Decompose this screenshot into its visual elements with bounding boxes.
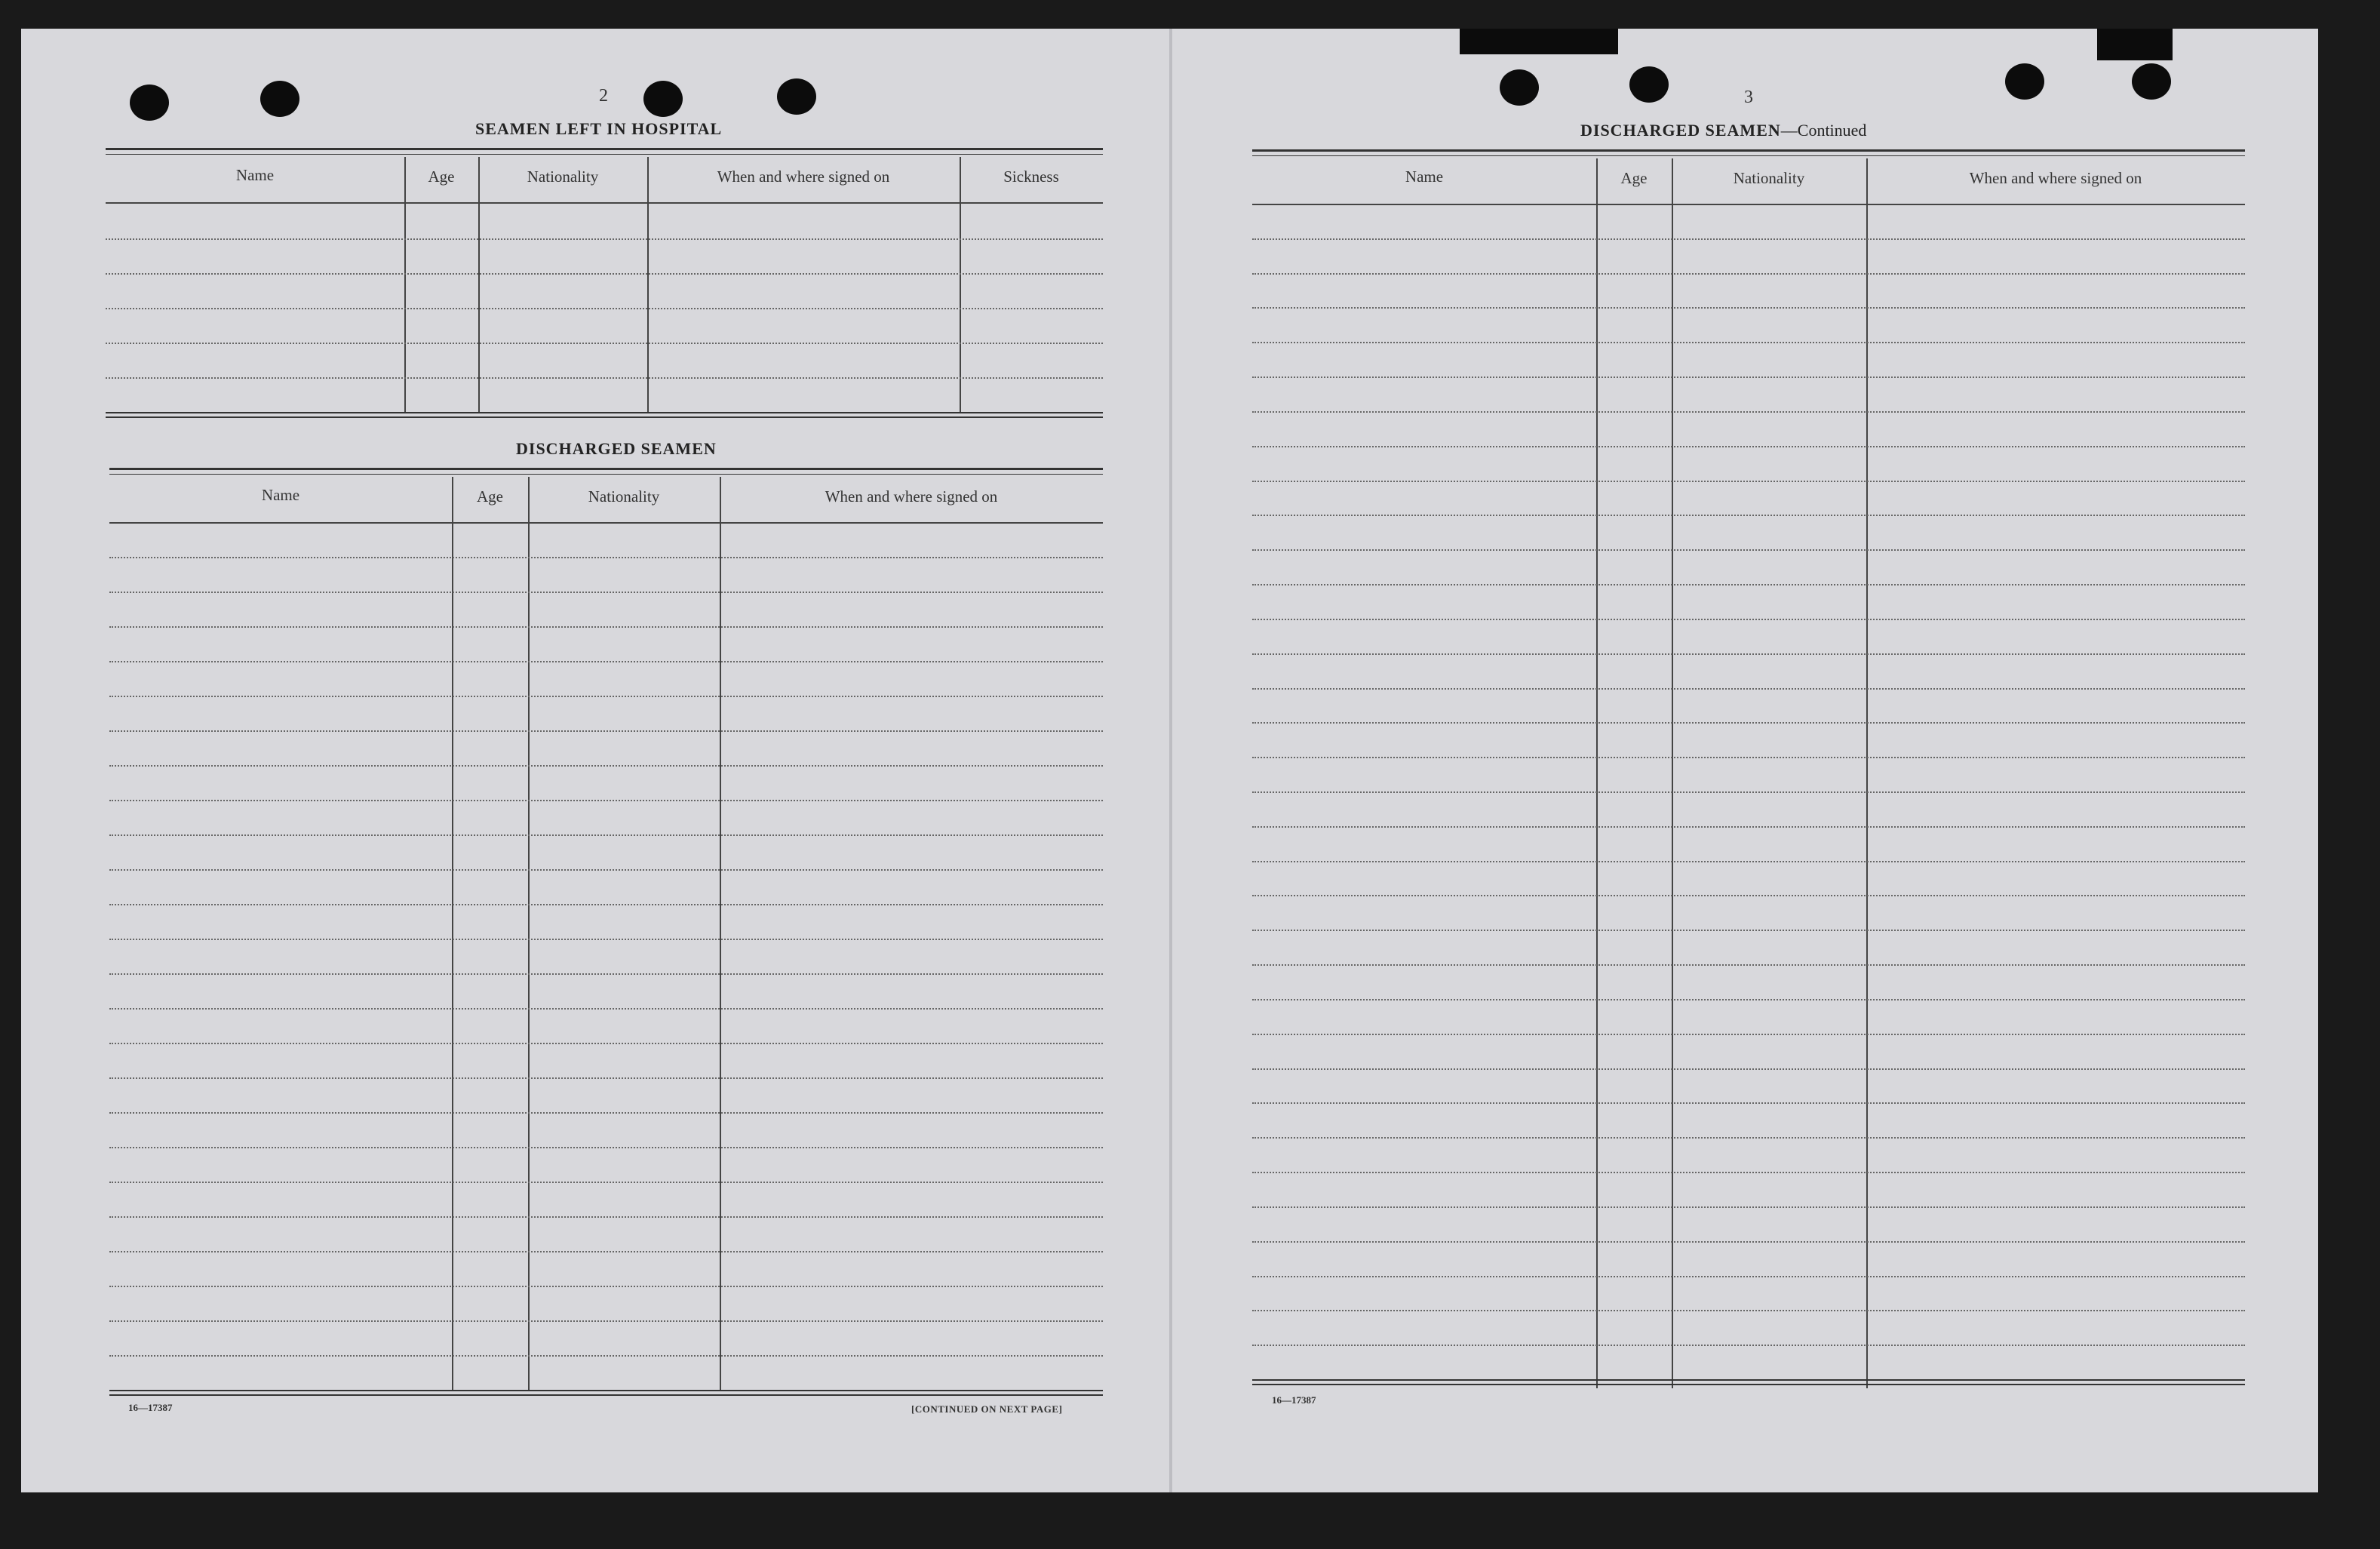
col-header-age: Age (428, 168, 455, 186)
table-row-line (1252, 757, 2245, 758)
table-row-line (1252, 861, 2245, 862)
table-row-line (1252, 1310, 2245, 1311)
page-number-right: 3 (1744, 88, 1753, 107)
table-row-line (109, 1112, 1103, 1114)
table-row-line (1252, 930, 2245, 931)
table-row-line (1252, 376, 2245, 378)
table-row-line (109, 1182, 1103, 1183)
table-row-line (1252, 1102, 2245, 1104)
table-row-line (109, 939, 1103, 940)
col-header-name: Name (1405, 168, 1444, 186)
table-row-line (1252, 619, 2245, 620)
table-row-line (109, 592, 1103, 593)
col-header-signed-on: When and where signed on (825, 487, 998, 506)
table-row-line (1252, 342, 2245, 343)
table-row-line (1252, 481, 2245, 482)
torn-edge (1460, 29, 1618, 54)
col-header-name: Name (235, 166, 275, 184)
table-row-line (1252, 238, 2245, 240)
col-header-nationality: Nationality (527, 168, 599, 186)
punch-hole (1629, 66, 1669, 103)
table-row-line (109, 800, 1103, 801)
table-row-line (1252, 1172, 2245, 1173)
table-row-line (109, 661, 1103, 662)
col-header-name: Name (261, 486, 300, 504)
punch-hole (643, 81, 683, 117)
torn-edge (2097, 29, 2173, 60)
col-header-sickness: Sickness (1003, 168, 1059, 186)
table-row-line (1252, 999, 2245, 1000)
continued-note: [CONTINUED ON NEXT PAGE] (911, 1403, 1063, 1415)
form-code-right: 16—17387 (1272, 1394, 1316, 1406)
page-fold (1169, 29, 1172, 1492)
table-row-line (109, 1077, 1103, 1079)
table-row-line (109, 1320, 1103, 1322)
col-header-nationality: Nationality (1733, 169, 1805, 187)
table-row-line (109, 696, 1103, 697)
punch-hole (777, 78, 816, 115)
table-row-line (1252, 549, 2245, 551)
discharged-table-left (109, 468, 1103, 1396)
table-row-line (109, 1043, 1103, 1044)
table-row-line (1252, 1137, 2245, 1139)
table-row-line (1252, 307, 2245, 309)
discharged-continued-title-main: DISCHARGED SEAMEN (1580, 121, 1781, 140)
discharged-continued-title (1580, 121, 1866, 140)
table-row-line (1252, 722, 2245, 724)
table-row-line (109, 1008, 1103, 1010)
table-row-line (1252, 1241, 2245, 1243)
punch-hole (260, 81, 299, 117)
table-row-line (109, 1147, 1103, 1148)
col-header-age: Age (477, 487, 503, 506)
table-row-line (1252, 964, 2245, 966)
punch-hole (2005, 63, 2044, 100)
table-row-line (109, 626, 1103, 628)
table-row-line (109, 1216, 1103, 1218)
table-row-line (1252, 446, 2245, 447)
table-row-line (1252, 1276, 2245, 1277)
table-row-line (1252, 826, 2245, 828)
discharged-table-right (1252, 149, 2245, 1391)
table-row-line (1252, 1206, 2245, 1208)
form-code-left: 16—17387 (128, 1402, 173, 1413)
table-row-line (1252, 895, 2245, 896)
hospital-section-title: SEAMEN LEFT IN HOSPITAL (475, 119, 723, 138)
col-header-nationality: Nationality (588, 487, 660, 506)
table-row-line (109, 557, 1103, 558)
punch-hole (130, 85, 169, 121)
table-row-line (1252, 653, 2245, 655)
table-row-line (1252, 1345, 2245, 1346)
hospital-table (106, 148, 1103, 420)
col-header-signed-on: When and where signed on (1969, 169, 2142, 187)
table-row-line (109, 834, 1103, 836)
col-header-signed-on: When and where signed on (717, 168, 890, 186)
punch-hole (2132, 63, 2171, 100)
table-row-line (1252, 791, 2245, 793)
table-row-line (109, 904, 1103, 905)
table-row-line (109, 869, 1103, 871)
punch-hole (1500, 69, 1539, 106)
page-number-left: 2 (599, 86, 608, 106)
discharged-section-title: DISCHARGED SEAMEN (516, 439, 717, 458)
table-row-line (1252, 273, 2245, 275)
table-row-line (1252, 1034, 2245, 1035)
table-row-line (109, 973, 1103, 975)
table-row-line (109, 730, 1103, 732)
table-row-line (109, 1355, 1103, 1357)
table-row-line (109, 765, 1103, 767)
table-row-line (1252, 411, 2245, 413)
table-row-line (109, 1286, 1103, 1287)
table-row-line (1252, 515, 2245, 516)
table-row-line (1252, 1068, 2245, 1070)
discharged-continued-title-suffix: —Continued (1780, 121, 1867, 140)
table-row-line (1252, 584, 2245, 585)
table-row-line (109, 1251, 1103, 1252)
col-header-age: Age (1620, 169, 1648, 187)
table-row-line (1252, 688, 2245, 690)
